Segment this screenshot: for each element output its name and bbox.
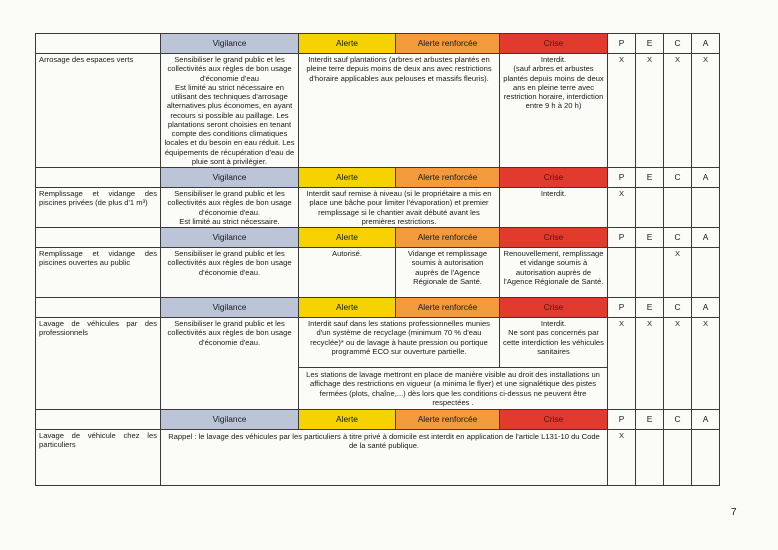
alerte-measure: Interdit sauf dans les stations professionnelles munies d'un système de recyclage (minimum 70 % d'eau recyclée)* ou de lavage à haute pression ou portique programmé ECO sur ouverture partielle. bbox=[299, 318, 500, 368]
alerte-measure: Autorisé. bbox=[299, 248, 396, 298]
mark-e bbox=[636, 188, 664, 228]
col-p: P bbox=[608, 168, 636, 188]
mark-a bbox=[692, 248, 720, 298]
mark-p: X bbox=[608, 188, 636, 228]
col-p: P bbox=[608, 34, 636, 54]
col-c: C bbox=[664, 228, 692, 248]
level-alerte-renforcee: Alerte renforcée bbox=[396, 168, 500, 188]
level-vigilance: Vigilance bbox=[161, 34, 299, 54]
level-header-row bbox=[36, 298, 720, 318]
level-alerte-renforcee: Alerte renforcée bbox=[396, 298, 500, 318]
mark-c bbox=[664, 430, 692, 486]
table-row bbox=[36, 430, 720, 486]
col-p: P bbox=[608, 298, 636, 318]
vigilance-measure: Sensibiliser le grand public et les collectivités aux règles de bon usage d'économie d'eau. bbox=[161, 248, 299, 298]
col-c: C bbox=[664, 410, 692, 430]
mark-e bbox=[636, 430, 664, 486]
level-vigilance: Vigilance bbox=[161, 168, 299, 188]
crise-measure: Renouvellement, remplissage et vidange soumis à autorisation auprès de l'Agence Régionale de Santé. bbox=[500, 248, 608, 298]
vigilance-measure: Sensibiliser le grand public et les collectivités aux règles de bon usage d'économie d'eau. Est limité au strict nécessaire. bbox=[161, 188, 299, 228]
col-a: A bbox=[692, 34, 720, 54]
col-e: E bbox=[636, 298, 664, 318]
level-header-row bbox=[36, 410, 720, 430]
level-vigilance: Vigilance bbox=[161, 298, 299, 318]
col-e: E bbox=[636, 228, 664, 248]
level-crise: Crise bbox=[500, 34, 608, 54]
col-c: C bbox=[664, 34, 692, 54]
mark-a: X bbox=[692, 54, 720, 168]
level-header-row bbox=[36, 34, 720, 54]
col-e: E bbox=[636, 168, 664, 188]
table-row bbox=[36, 188, 720, 228]
mark-c: X bbox=[664, 54, 692, 168]
vigilance-measure: Sensibiliser le grand public et les collectivités aux règles de bon usage d'économie d'eau Est limité au strict nécessaire en utilisant des techniques d'arrosage alternatives plus économes, en ayant recours si possible au paillage. Les plantations seront choisies en tenant compte des conditions climatiques locales et du besoin en eau réduit. Les équipements de récupération d'eau de pluie sont à privilégier. bbox=[161, 54, 299, 168]
mark-a: X bbox=[692, 318, 720, 410]
mark-a bbox=[692, 188, 720, 228]
level-vigilance: Vigilance bbox=[161, 410, 299, 430]
level-alerte: Alerte bbox=[299, 168, 396, 188]
activity-label: Remplissage et vidange des piscines privées (de plus d'1 m³) bbox=[36, 188, 161, 228]
level-alerte-renforcee: Alerte renforcée bbox=[396, 34, 500, 54]
mark-e bbox=[636, 248, 664, 298]
mark-p: X bbox=[608, 318, 636, 410]
page-number: 7 bbox=[731, 507, 737, 518]
alerte-measure: Interdit sauf remise à niveau (si le propriétaire a mis en place une bâche pour limiter l'évaporation) et premier remplissage si le chantier avait débuté avant les premières restrictions. bbox=[299, 188, 500, 228]
level-alerte: Alerte bbox=[299, 228, 396, 248]
col-a: A bbox=[692, 168, 720, 188]
level-header-row bbox=[36, 228, 720, 248]
level-alerte-renforcee: Alerte renforcée bbox=[396, 410, 500, 430]
crise-measure: Interdit. Ne sont pas concernés par cette interdiction les véhicules sanitaires bbox=[500, 318, 608, 368]
level-alerte: Alerte bbox=[299, 410, 396, 430]
col-p: P bbox=[608, 410, 636, 430]
level-crise: Crise bbox=[500, 228, 608, 248]
restriction-table bbox=[35, 33, 720, 486]
level-alerte: Alerte bbox=[299, 298, 396, 318]
level-alerte-renforcee: Alerte renforcée bbox=[396, 228, 500, 248]
col-a: A bbox=[692, 228, 720, 248]
activity-label: Arrosage des espaces verts bbox=[36, 54, 161, 168]
col-c: C bbox=[664, 298, 692, 318]
level-crise: Crise bbox=[500, 410, 608, 430]
col-e: E bbox=[636, 410, 664, 430]
mark-e: X bbox=[636, 318, 664, 410]
table-row bbox=[36, 248, 720, 298]
col-c: C bbox=[664, 168, 692, 188]
activity-label: Remplissage et vidange des piscines ouvertes au public bbox=[36, 248, 161, 298]
level-crise: Crise bbox=[500, 298, 608, 318]
col-a: A bbox=[692, 298, 720, 318]
mark-p bbox=[608, 248, 636, 298]
mark-c bbox=[664, 188, 692, 228]
level-crise: Crise bbox=[500, 168, 608, 188]
mark-p: X bbox=[608, 430, 636, 486]
alerte-measure: Interdit sauf plantations (arbres et arbustes plantés en pleine terre depuis moins de deux ans avec restrictions d'horaire applicables aux pelouses et massifs fleuris). bbox=[299, 54, 500, 168]
mark-c: X bbox=[664, 248, 692, 298]
mark-c: X bbox=[664, 318, 692, 410]
level-header-row bbox=[36, 168, 720, 188]
level-vigilance: Vigilance bbox=[161, 228, 299, 248]
crise-measure: Interdit. bbox=[500, 188, 608, 228]
mark-e: X bbox=[636, 54, 664, 168]
col-e: E bbox=[636, 34, 664, 54]
rappel-note: Rappel : le lavage des véhicules par les particuliers à titre privé à domicile est interdit en application de l'article L131-10 du Code de la santé publique. bbox=[161, 430, 608, 486]
renforcee-measure: Vidange et remplissage soumis à autorisation auprès de l'Agence Régionale de Santé. bbox=[396, 248, 500, 298]
vigilance-measure: Sensibiliser le grand public et les collectivités aux règles de bon usage d'économie d'eau. bbox=[161, 318, 299, 410]
level-alerte: Alerte bbox=[299, 34, 396, 54]
activity-label: Lavage de véhicule chez les particuliers bbox=[36, 430, 161, 486]
table-row bbox=[36, 54, 720, 168]
activity-label: Lavage de véhicules par des professionnels bbox=[36, 318, 161, 410]
mark-a bbox=[692, 430, 720, 486]
station-signage-note: Les stations de lavage mettront en place de manière visible au droit des installations un affichage des restrictions en vigueur (a minima le flyer) et une signalétique des pistes fermées (plots, chaîne,...) dès lors que les conditions ci-dessus ne peuvent être respectées . bbox=[299, 368, 608, 410]
mark-p: X bbox=[608, 54, 636, 168]
col-p: P bbox=[608, 228, 636, 248]
col-a: A bbox=[692, 410, 720, 430]
table-row bbox=[36, 318, 720, 368]
crise-measure: Interdit. (sauf arbres et arbustes plantés depuis moins de deux ans en pleine terre avec restriction horaire, interdiction entre 9 h à 20 h) bbox=[500, 54, 608, 168]
